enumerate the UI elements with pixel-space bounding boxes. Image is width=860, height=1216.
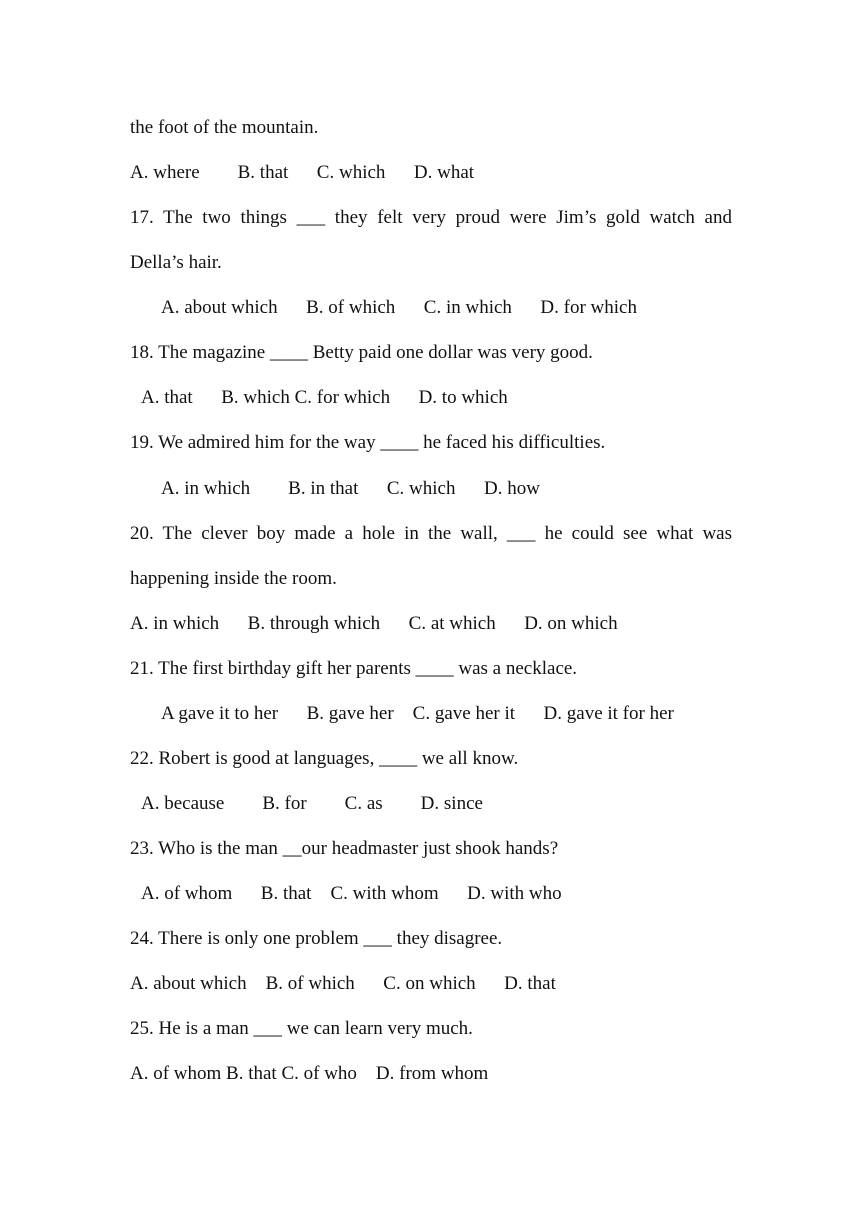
question-19-options: A. in which B. in that C. which D. how — [161, 478, 540, 499]
question-23-options: A. of whom B. that C. with whom D. with who — [141, 883, 562, 904]
question-19-stem: 19. We admired him for the way ____ he faced his difficulties. — [130, 432, 606, 453]
question-17-options: A. about which B. of which C. in which D. for which — [161, 297, 637, 318]
question-20-options: A. in which B. through which C. at which D. on which — [130, 613, 618, 634]
question-22-options: A. because B. for C. as D. since — [141, 793, 483, 814]
question-17-stem-continuation: Della’s hair. — [130, 252, 222, 273]
question-21-options: A gave it to her B. gave her C. gave her it D. gave it for her — [161, 703, 674, 724]
question-23-stem: 23. Who is the man __our headmaster just shook hands? — [130, 838, 559, 859]
question-20-stem: 20. The clever boy made a hole in the wall, ___ he could see what was — [130, 523, 732, 544]
question-22-stem: 22. Robert is good at languages, ____ we all know. — [130, 748, 519, 769]
question-21-stem: 21. The first birthday gift her parents ____ was a necklace. — [130, 658, 578, 679]
question-24-options: A. about which B. of which C. on which D. that — [130, 973, 556, 994]
question-24-stem: 24. There is only one problem ___ they disagree. — [130, 928, 503, 949]
question-16-continuation: the foot of the mountain. — [130, 117, 319, 138]
question-16-options: A. where B. that C. which D. what — [130, 162, 475, 183]
question-18-options: A. that B. which C. for which D. to which — [141, 387, 508, 408]
question-25-options: A. of whom B. that C. of who D. from whom — [130, 1063, 489, 1084]
question-25-stem: 25. He is a man ___ we can learn very much. — [130, 1018, 473, 1039]
question-17-stem: 17. The two things ___ they felt very proud were Jim’s gold watch and — [130, 207, 732, 228]
question-18-stem: 18. The magazine ____ Betty paid one dollar was very good. — [130, 342, 593, 363]
question-20-stem-continuation: happening inside the room. — [130, 568, 337, 589]
